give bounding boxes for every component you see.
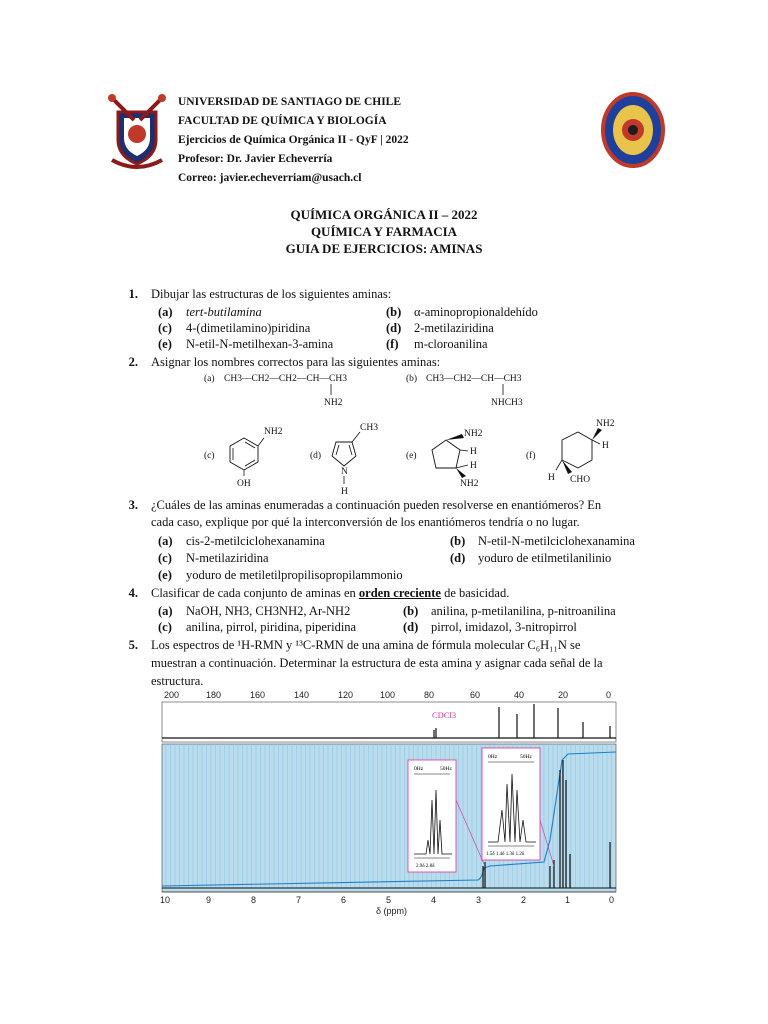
- svg-text:5: 5: [386, 895, 392, 905]
- question-number: 3.: [128, 498, 138, 512]
- inset-2-left-label: 0Hz: [488, 754, 498, 760]
- svg-text:10: 10: [160, 895, 171, 905]
- question-text: Asignar los nombres correctos para las siguientes aminas:: [151, 355, 441, 369]
- structure-b-chain: CH3—CH2—CH—CH3: [426, 374, 522, 384]
- structure-d-label: (d): [310, 451, 322, 461]
- faculty-seal-logo: [601, 92, 665, 168]
- structure-a-label: (a): [204, 374, 215, 384]
- svg-text:60: 60: [470, 690, 481, 700]
- inset-2-right-label: 50Hz: [520, 754, 532, 760]
- svg-text:140: 140: [294, 690, 310, 700]
- question-number: 2.: [128, 355, 138, 369]
- proton-axis-labels: [160, 895, 614, 905]
- svg-text:7: 7: [296, 895, 302, 905]
- question-text-line-3: estructura.: [151, 674, 204, 688]
- inset-multiplet-1: [408, 760, 456, 872]
- structure-f-label: (f): [526, 451, 536, 461]
- question-number: 5.: [128, 638, 138, 652]
- q4-option-b: (b) anilina, p-metilanilina, p-nitroanilina: [403, 604, 616, 618]
- contact-email: Correo: javier.echeverriam@usach.cl: [178, 172, 362, 184]
- question-number: 4.: [128, 586, 138, 600]
- q3-option-d: (d) yoduro de etilmetilanilinio: [450, 551, 612, 565]
- svg-text:0: 0: [609, 895, 615, 905]
- question-text-line-2: cada caso, explique por qué la interconversión de los enantiómeros tendría o no lugar.: [151, 515, 580, 529]
- svg-text:100: 100: [380, 690, 396, 700]
- question-text: Dibujar las estructuras de los siguientes aminas:: [151, 287, 392, 301]
- university-crest-logo: [104, 90, 170, 170]
- title-course: QUÍMICA ORGÁNICA II – 2022: [290, 207, 478, 222]
- structure-e-h1: H: [470, 447, 477, 457]
- question-text-line-1: ¿Cuáles de las aminas enumeradas a continuación pueden resolverse en enantiómeros? En: [151, 498, 602, 512]
- inset-2-ppm-label: 1.5δ 1.4δ 1.3δ 1.2δ: [486, 852, 525, 857]
- svg-text:9: 9: [206, 895, 212, 905]
- structure-a-substituent: NH2: [324, 398, 343, 408]
- header-block: [178, 93, 409, 188]
- q3-option-e: (e) yoduro de metiletilpropilisopropilammonio: [158, 568, 403, 582]
- q4-option-d: (d) pirrol, imidazol, 3-nitropirrol: [403, 620, 577, 634]
- question-text-line-2: muestran a continuación. Determinar la estructura de esta amina y asignar cada señal de la: [151, 656, 603, 670]
- structure-d-n: N: [341, 467, 348, 477]
- svg-text:1: 1: [565, 895, 571, 905]
- svg-text:2: 2: [521, 895, 527, 905]
- svg-text:120: 120: [338, 690, 354, 700]
- carbon-axis-labels: [164, 690, 611, 700]
- svg-text:3: 3: [476, 895, 482, 905]
- q4-option-c: (c) anilina, pirrol, piridina, piperidina: [158, 620, 357, 634]
- q3-option-b: (b) N-etil-N-metilciclohexanamina: [450, 534, 635, 548]
- structures-c-f: [200, 418, 620, 498]
- structure-e-label: (e): [406, 451, 417, 461]
- structure-a-chain: CH3—CH2—CH2—CH—CH3: [224, 374, 347, 384]
- question-text-end: de basicidad.: [444, 586, 510, 600]
- svg-text:200: 200: [164, 690, 180, 700]
- structure-e-nh2-bot: NH2: [460, 479, 479, 489]
- structure-d-ch3: CH3: [360, 423, 378, 433]
- structure-e-h2: H: [470, 461, 477, 471]
- structure-f-cho: CHO: [570, 475, 591, 485]
- structure-b-substituent: NHCH3: [491, 398, 523, 408]
- structure-c-label: (c): [204, 451, 215, 461]
- inset-1-right-label: 50Hz: [440, 766, 452, 772]
- svg-text:20: 20: [558, 690, 569, 700]
- university-name: UNIVERSIDAD DE SANTIAGO DE CHILE: [178, 96, 402, 108]
- svg-text:0: 0: [606, 690, 612, 700]
- q3-option-c: (c) N-metilaziridina: [158, 551, 269, 565]
- spectrum-xlabel: δ (ppm): [376, 906, 408, 916]
- q1-option-c: (c) 4-(dimetilamino)piridina: [158, 321, 311, 335]
- faculty-name: FACULTAD DE QUÍMICA Y BIOLOGÍA: [178, 115, 387, 127]
- q3-option-a: (a) cis-2-metilciclohexanamina: [158, 534, 325, 548]
- structure-b-label: (b): [406, 374, 418, 384]
- structure-f-h1: H: [602, 441, 609, 451]
- solvent-label: CDCl3: [432, 710, 457, 720]
- question-number: 1.: [128, 287, 138, 301]
- structure-d-h: H: [341, 487, 348, 497]
- structure-c-oh: OH: [237, 479, 251, 489]
- question-emphasis: orden creciente: [358, 586, 441, 600]
- q1-option-b: (b) α-aminopropionaldehído: [386, 305, 538, 319]
- q1-option-e: (e) N-etil-N-metilhexan-3-amina: [158, 337, 334, 351]
- professor-name: Profesor: Dr. Javier Echeverría: [178, 153, 333, 165]
- svg-text:6: 6: [341, 895, 347, 905]
- structure-c-nh2: NH2: [264, 427, 283, 437]
- svg-text:80: 80: [424, 690, 435, 700]
- svg-text:180: 180: [206, 690, 222, 700]
- inset-1-ppm-label: 2.9δ 2.8δ: [416, 864, 435, 869]
- structure-e-nh2-top: NH2: [464, 429, 483, 439]
- svg-text:40: 40: [514, 690, 525, 700]
- structure-f-nh2: NH2: [596, 419, 615, 429]
- q1-option-d: (d) 2-metilaziridina: [386, 321, 494, 335]
- q4-option-a: (a) NaOH, NH3, CH3NH2, Ar-NH2: [158, 604, 351, 618]
- structure-f-h2: H: [548, 473, 555, 483]
- inset-1-left-label: 0Hz: [414, 766, 424, 772]
- title-program: QUÍMICA Y FARMACIA: [310, 224, 458, 239]
- nmr-spectrum: [158, 690, 628, 920]
- structures-a-b: [200, 368, 560, 412]
- svg-text:160: 160: [250, 690, 266, 700]
- course-name: Ejercicios de Química Orgánica II - QyF | 2022: [178, 134, 409, 146]
- title-guide: GUIA DE EJERCICIOS: AMINAS: [285, 241, 483, 256]
- q1-option-a: (a) tert-butilamina: [158, 305, 262, 319]
- question-text: Clasificar de cada conjunto de aminas en: [151, 586, 356, 600]
- question-text-line-1: Los espectros de ¹H-RMN y ¹³C-RMN de una amina de fórmula molecular C₆H₁₁N se: [151, 638, 581, 652]
- svg-text:8: 8: [251, 895, 257, 905]
- q1-option-f: (f) m-cloroanilina: [386, 337, 488, 351]
- svg-text:4: 4: [431, 895, 437, 905]
- document-titles: [0, 206, 768, 257]
